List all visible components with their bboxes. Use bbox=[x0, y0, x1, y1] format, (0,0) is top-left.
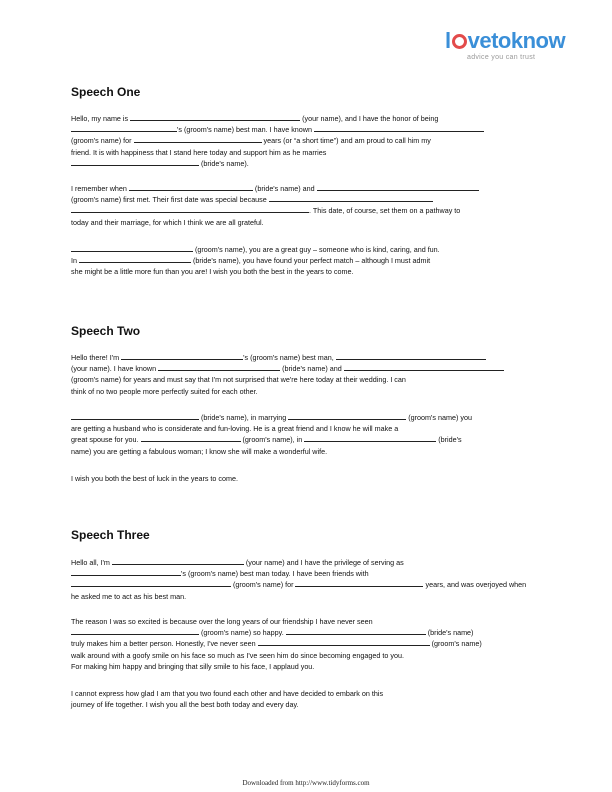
blank-field[interactable] bbox=[317, 184, 479, 191]
blank-field[interactable] bbox=[71, 580, 231, 587]
blank-field[interactable] bbox=[336, 353, 486, 360]
blank-field[interactable] bbox=[121, 353, 243, 360]
blank-field[interactable] bbox=[304, 435, 436, 442]
blank-field[interactable] bbox=[288, 413, 406, 420]
blank-field[interactable] bbox=[71, 206, 309, 213]
blank-field[interactable] bbox=[71, 125, 177, 132]
blank-field[interactable] bbox=[71, 569, 181, 576]
speech-one-title: Speech One bbox=[71, 85, 141, 99]
blank-field[interactable] bbox=[134, 136, 262, 143]
blank-field[interactable] bbox=[112, 558, 244, 565]
speech-two-title: Speech Two bbox=[71, 324, 141, 338]
blank-field[interactable] bbox=[71, 413, 199, 420]
blank-field[interactable] bbox=[269, 195, 433, 202]
speech-three-paragraph-1: Hello all, I'm (your name) and I have the privilege of serving as 's (groom's name) best man today. I have been friends with (groom's name) for years, and was overjoyed when he asked me to act as his best man. bbox=[71, 558, 527, 601]
blank-field[interactable] bbox=[71, 628, 199, 635]
speech-one-paragraph-2: I remember when (bride's name) and (groom's name) first met. Their first date was special because . This date, of course, set them on a pathway to today and their marriage, for which I think we are all grateful. bbox=[71, 183, 545, 228]
blank-field[interactable] bbox=[158, 364, 280, 371]
blank-field[interactable] bbox=[71, 245, 193, 252]
blank-field[interactable] bbox=[258, 639, 430, 646]
speech-two-paragraph-2: (bride's name), in marrying (groom's name) you are getting a husband who is considerate and fun-loving. He is a great friend and I know he will make a great spouse for you. (groom's name), in (bride's name) you are getting a fabulous woman; I know she will make a wonderful wife. bbox=[71, 413, 472, 456]
heart-icon bbox=[452, 34, 467, 49]
speech-one-paragraph-1: Hello, my name is (your name), and I have the honor of being 's (groom's name) best man. I have known (groom's name) for years (or “a short time”) and am proud to call him my friend. It is with happiness that I stand here today and support him as he marries (bride's name). bbox=[71, 113, 545, 169]
blank-field[interactable] bbox=[79, 256, 191, 263]
blank-field[interactable] bbox=[314, 125, 484, 132]
blank-field[interactable] bbox=[129, 184, 253, 191]
blank-field[interactable] bbox=[141, 435, 241, 442]
logo-tagline: advice you can trust bbox=[467, 54, 536, 61]
blank-field[interactable] bbox=[344, 364, 504, 371]
speech-two-paragraph-3: I wish you both the best of luck in the years to come. bbox=[71, 474, 238, 483]
speech-one-paragraph-3: (groom's name), you are a great guy – someone who is kind, caring, and fun. In (bride's name), you have found your perfect match – although I must admit she might be a little more fun than you are! I wish you both the best in the years to come. bbox=[71, 245, 440, 277]
blank-field[interactable] bbox=[295, 580, 423, 587]
download-footer: Downloaded from http://www.tidyforms.com bbox=[242, 779, 370, 787]
blank-field[interactable] bbox=[71, 159, 199, 166]
speech-three-paragraph-2: The reason I was so excited is because over the long years of our friendship I have never seen (groom's name) so happy. (bride's name) truly makes him a better person. Honestly, I've never seen (groom's name) walk around with a goofy smile on his face so much as I've seen him do since becoming engaged to you. For making him happy and bringing that silly smile to his face, I applaud you. bbox=[71, 617, 482, 671]
speech-three-title: Speech Three bbox=[71, 528, 150, 542]
lovetoknow-logo bbox=[445, 30, 575, 61]
blank-field[interactable] bbox=[286, 628, 426, 635]
speech-two-paragraph-1: Hello there! I'm 's (groom's name) best man, (your name). I have known (bride's name) and (groom's name) for years and must say that I'm not surprised that we're here today at their wedding. I can think of no two people more perfectly suited for each other. bbox=[71, 352, 545, 397]
speech-three-paragraph-3: I cannot express how glad I am that you two found each other and have decided to embark on this journey of life together. I wish you all the best both today and every day. bbox=[71, 689, 384, 710]
blank-field[interactable] bbox=[130, 114, 300, 121]
logo-wordmark: l vetoknow bbox=[445, 28, 566, 53]
